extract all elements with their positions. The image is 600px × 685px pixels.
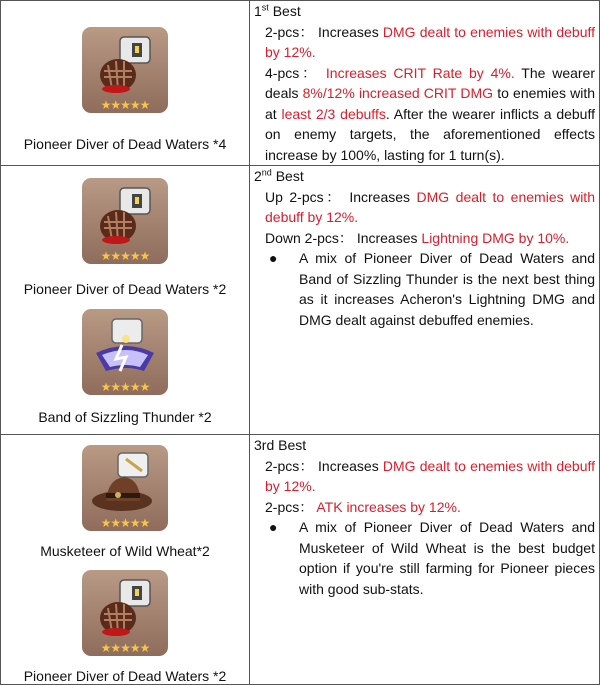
set-effect-line: 2-pcs： ATK increases by 12%.	[265, 498, 461, 515]
relic-set-name: Pioneer Diver of Dead Waters *2	[23, 668, 227, 684]
star-rating: ★★★★★	[100, 380, 150, 394]
table-row	[1, 1, 600, 166]
star-rating: ★★★★★	[100, 641, 150, 655]
bullet-icon: ●	[269, 519, 278, 535]
star-rating: ★★★★★	[100, 516, 150, 530]
set-effect-line: 2-pcs： Increases DMG dealt to enemies with debuff by 12%.	[265, 23, 596, 60]
set-effect-line: Up 2-pcs： Increases DMG dealt to enemies with debuff by 12%.	[265, 188, 595, 225]
pioneer-relic-icon	[82, 178, 168, 264]
relic-set-name: Pioneer Diver of Dead Waters *4	[23, 136, 227, 152]
set-effect-line: 2-pcs： Increases DMG dealt to enemies with debuff by 12%.	[265, 457, 596, 494]
relic-set-cell	[1, 1, 250, 166]
relic-set-name: Band of Sizzling Thunder *2	[38, 409, 212, 425]
pioneer-relic-icon	[82, 570, 168, 656]
relic-set-name: Pioneer Diver of Dead Waters *2	[23, 281, 227, 297]
star-rating: ★★★★★	[100, 98, 150, 112]
table-row	[1, 435, 600, 685]
rank-heading: 3rd Best	[254, 437, 307, 453]
set-effect-line: Down 2-pcs： Increases Lightning DMG by 10%.	[265, 229, 570, 246]
relic-set-cell	[1, 166, 250, 435]
rank-heading: 2nd Best	[254, 167, 304, 184]
relic-set-name: Musketeer of Wild Wheat*2	[40, 543, 210, 559]
musketeer-relic-icon	[82, 445, 168, 531]
relic-set-cell	[1, 435, 250, 685]
relic-effect-cell	[250, 166, 600, 435]
pioneer-relic-icon	[82, 27, 168, 113]
recommendation-note: ● A mix of Pioneer Diver of Dead Waters and Band of Sizzling Thunder is the next best thing as it increases Acheron's Lightning DMG and DMG dealt against debuffed enemies.	[254, 248, 595, 330]
thunder-relic-icon	[82, 309, 168, 395]
set-effect-line: 4-pcs： Increases CRIT Rate by 4%. The wearer deals 8%/12% increased CRIT DMG to enemies with at least 2/3 debuffs. After the wearer inflicts a debuff on enemy targets, the aforementioned effects increase by 100%, lasting for 1 turn(s).	[265, 64, 596, 163]
table-row	[1, 166, 600, 435]
relic-effect-cell	[250, 435, 600, 685]
recommendation-note: ● A mix of Pioneer Diver of Dead Waters and Musketeer of Wild Wheat is the best budget option if you're still farming for Pioneer pieces with good sub-stats.	[254, 517, 595, 599]
relic-effect-cell	[250, 1, 600, 166]
star-rating: ★★★★★	[100, 249, 150, 263]
bullet-icon: ●	[269, 250, 278, 266]
rank-heading: 1st Best	[254, 2, 301, 19]
